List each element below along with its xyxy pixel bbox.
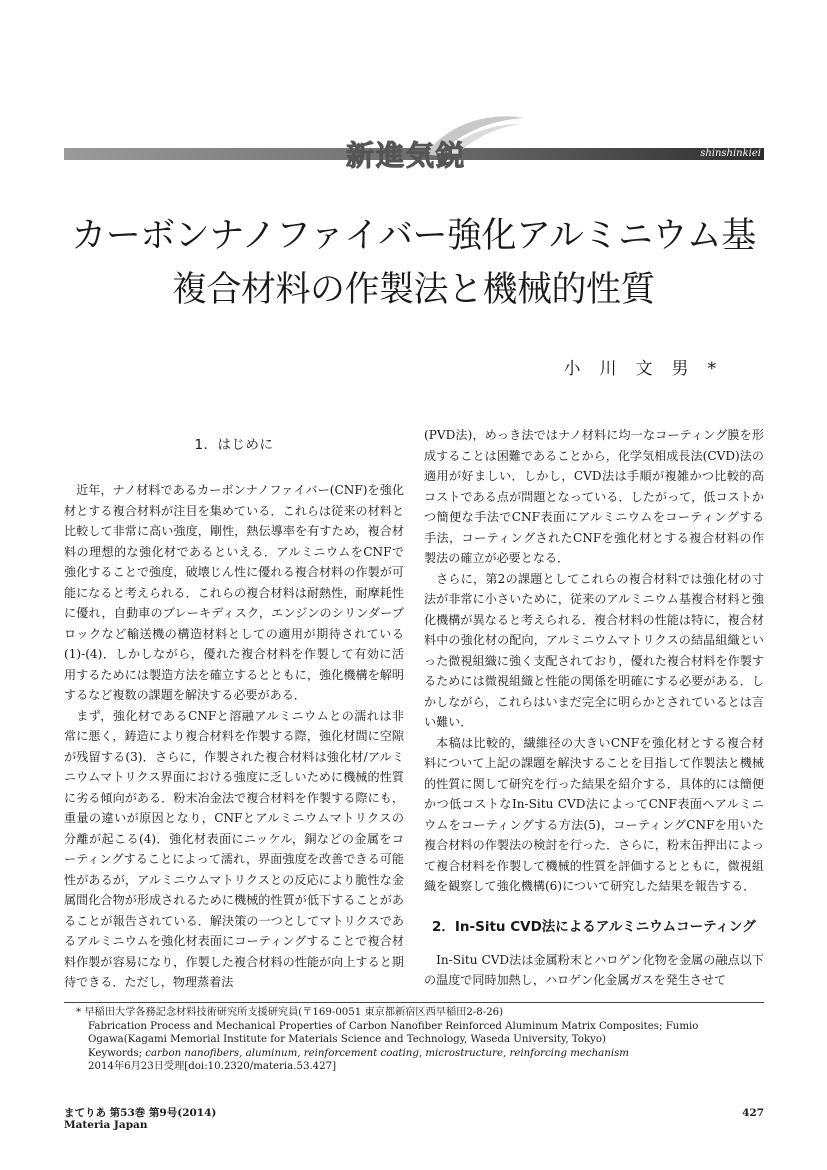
paragraph: さらに，第2の課題としてこれらの複合材料では強化材の寸法が非常に小さいために，従来のアルミニウム基複合材料と強化機構が異なると考えられる．複合材料の性能は特に，複合材料中の強化材の配向，アルミニウムマトリクスの結晶組織といった微視組織に強く支配されており，優れた複合材料を作製するためには微視組織と性能の関係を明確にする必要がある．しかしながら，これらはいまだ完全に明らかとされているとは言い難い． <box>424 571 764 729</box>
keywords-label: Keywords; <box>88 1047 143 1059</box>
article-title-line1: カーボンナノファイバー強化アルミニウム基 <box>71 216 756 256</box>
footnote-english-title: Fabrication Process and Mechanical Properties of Carbon Nanofiber Reinforced Aluminum Matrix Composites; Fumio Ogawa(Kagami Memorial Institute for Materials Science and Technology, Waseda University, Tokyo) <box>88 1020 699 1045</box>
section-heading-1: 1．はじめに <box>194 437 274 453</box>
paragraph: (PVD法)，めっき法ではナノ材料に均一なコーティング膜を形成することは困難であることから，化学気相成長法(CVD)法の適用が好ましい．しかし，CVD法は手順が複雑かつ比較的高コストである点が問題となっている．したがって，低コストかつ簡便な手法でCNF表面にアルミニウムをコーティングする手法，コーティングされたCNFを強化材とする複合材料の作製法の確立が必要となる． <box>424 428 764 565</box>
right-column <box>424 425 764 991</box>
footnote <box>64 1006 764 1074</box>
keywords-list: carbon nanofibers, aluminum, reinforcement coating, microstructure, reinforcing mechanism <box>145 1047 629 1059</box>
paragraph: In-Situ CVD法は金属粉末とハロゲン化物を金属の融点以下の温度で同時加熱し，ハロゲン化金属ガスを発生させて <box>424 952 764 987</box>
article-title-line2: 複合材料の作製法と機械的性質 <box>171 270 655 310</box>
footnote-affiliation: * 早稲田大学各務記念材料技術研究所支援研究員(〒169-0051 東京都新宿区西早稲田2-8-26) <box>76 1007 504 1018</box>
banner-tag: shinshinkiei <box>700 148 761 159</box>
left-column <box>64 425 404 993</box>
footnote-received: 2014年6月23日受理[doi:10.2320/materia.53.427] <box>88 1061 337 1072</box>
section-heading-2: 2．In-Situ CVD法によるアルミニウムコーティング <box>432 918 756 935</box>
journal-name-jp: まてりあ 第53巻 第9号(2014) <box>64 1107 217 1119</box>
journal-name-en: Materia Japan <box>64 1119 148 1131</box>
page-number: 427 <box>742 1107 764 1119</box>
banner-title: 新進気鋭 <box>346 139 467 172</box>
footnote-rule <box>64 1002 764 1003</box>
journal-footer <box>64 1107 216 1131</box>
footnote-keywords <box>64 1047 764 1061</box>
author-name: 小川文男* <box>563 359 735 379</box>
paragraph: 本稿は比較的，繊維径の大きいCNFを強化材とする複合材料について上記の課題を解決することを目指して作製法と機械的性質に関して研究を行った結果を紹介する．具体的には簡便かつ低コストなIn-Situ CVD法によってCNF表面へアルミニウムをコーティングする方法(5)，コーティングCNFを用いた複合材料の作製法の検討を行った．さらに，粉末缶押出によって複合材料を作製して機械的性質を評価するとともに，微視組織を観察して強化機構(6)について研究した結果を報告する． <box>424 735 764 893</box>
paragraph: まず，強化材であるCNFと溶融アルミニウムとの濡れは非常に悪く，鋳造により複合材料を作製する際，強化材間に空隙が残留する(3)．さらに，作製された複合材料は強化材/アルミニウムマトリクス界面における強度に乏しいために機械的性質に劣る傾向がある．粉末冶金法で複合材料を作製する際にも，重量の違いが原因となり，CNFとアルミニウムマトリクスの分離が起こる(4)．強化材表面にニッケル，銅などの金属をコーティングすることによって濡れ，界面強度を改善できる可能性があるが，アルミニウムマトリクスとの反応により脆性な金属間化合物が形成されるために機械的性質が低下することがあることが報告されている．解決策の一つとしてマトリクスであるアルミニウムを強化材表面にコーティングすることで複合材料作製が容易になり，作製した複合材料の性能が向上すると期待できる．ただし，物理蒸着法 <box>64 708 404 989</box>
paragraph: 近年，ナノ材料であるカーボンナノファイバー(CNF)を強化材とする複合材料が注目を集めている．これらは従来の材料と比較して非常に高い強度，剛性，熱伝導率を有すため，複合材料の理想的な強化材であるといえる．アルミニウムをCNFで強化することで強度，破壊じん性に優れる複合材料の作製が可能になると考えられる．これらの複合材料は耐熱性，耐摩耗性に優れ，自動車のブレーキディスク，エンジンのシリンダーブロックなど輸送機の構造材料としての適用が期待されている(1)-(4)．しかしながら，優れた複合材料を作製して有効に活用するためには製造方法を確立するとともに，強化機構を解明するなど複数の課題を解決する必要がある． <box>64 483 404 702</box>
